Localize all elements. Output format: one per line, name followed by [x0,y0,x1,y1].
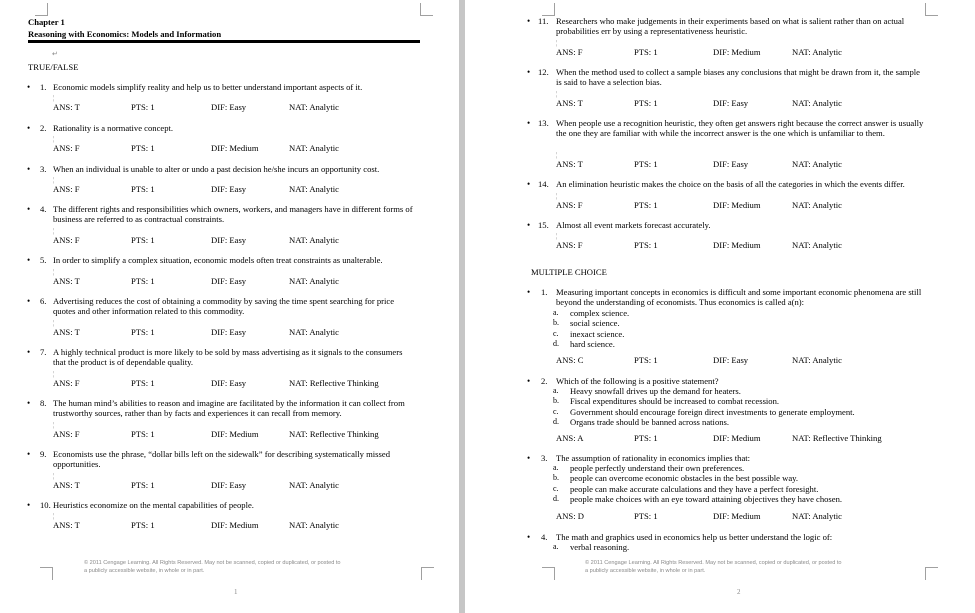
question-text: Heuristics economize on the mental capabilities of people. [53,500,254,510]
option-letter: a. [553,542,559,551]
points: PTS: 1 [131,520,155,530]
question-number: 8. [40,398,47,408]
option-letter: c. [553,328,559,338]
paragraph-mark: ¦ [53,135,55,143]
option-letter: a. [553,386,559,395]
paragraph-mark: ¦ [53,370,55,378]
paragraph-mark: ¦ [556,39,558,47]
nat-category: NAT: Analytic [289,102,339,112]
question-text: Which of the following is a positive statement? [556,376,719,386]
option-letter: d. [553,338,559,348]
difficulty: DIF: Medium [211,143,259,153]
question-text: An elimination heuristic makes the choice on the basis of all the categories in which the events differ. [556,179,905,189]
answer-key: ANS: T [556,98,583,108]
chapter-heading: Chapter 1 [28,17,65,27]
points: PTS: 1 [131,378,155,388]
points: PTS: 1 [634,240,658,250]
question-text: The human mind’s abilities to reason and imagine are facilitated by the information it can collect from trustworthy sources, rather than by facts and experiences it can recall from memory. [53,398,405,418]
copyright-footer: © 2011 Cengage Learning. All Rights Reserved. May not be scanned, copied or duplicated, or posted to [585,560,842,566]
answer-key: ANS: T [53,480,80,490]
difficulty: DIF: Easy [211,235,247,245]
points: PTS: 1 [131,480,155,490]
list-bullet: • [27,500,31,510]
points: PTS: 1 [131,102,155,112]
list-bullet: • [27,296,31,306]
nat-category: NAT: Analytic [792,240,842,250]
difficulty: DIF: Easy [713,355,749,365]
difficulty: DIF: Medium [211,520,259,530]
option-text: Fiscal expenditures should be increased to combat recession. [570,396,780,407]
crop-mark [421,567,434,580]
answer-key: ANS: F [556,47,583,57]
points: PTS: 1 [634,159,658,169]
nat-category: NAT: Analytic [792,47,842,57]
question-number: 13. [538,118,549,128]
points: PTS: 1 [131,327,155,337]
document-page-2 [465,0,975,613]
question-number: 9. [40,449,47,459]
crop-mark [542,567,555,580]
answer-key: ANS: T [53,520,80,530]
paragraph-mark: ¦ [556,232,558,240]
list-bullet: • [527,179,531,189]
nat-category: NAT: Analytic [792,159,842,169]
difficulty: DIF: Medium [211,429,259,439]
nat-category: NAT: Reflective Thinking [792,433,882,443]
option-text: Heavy snowfall drives up the demand for heaters. [570,386,741,396]
question-number: 11. [538,16,549,26]
list-bullet: • [527,376,531,386]
points: PTS: 1 [131,429,155,439]
paragraph-mark: ¦ [53,319,55,327]
points: PTS: 1 [634,355,658,365]
answer-key: ANS: D [556,511,584,521]
option-text: complex science. [570,308,630,318]
nat-category: NAT: Reflective Thinking [289,378,379,388]
question-text: Rationality is a normative concept. [53,123,174,133]
nat-category: NAT: Analytic [289,143,339,153]
paragraph-mark: ¦ [53,472,55,480]
list-bullet: • [527,16,531,26]
question-text: Economists use the phrase, “dollar bills left on the sidewalk” for describing systematically missed opportunities. [53,449,390,469]
question-text: In order to simplify a complex situation, economic models often treat constraints as unalterable. [53,255,383,265]
list-bullet: • [27,449,31,459]
nat-category: NAT: Analytic [289,480,339,490]
nat-category: NAT: Analytic [792,355,842,365]
question-number: 2. [40,123,47,133]
nat-category: NAT: Analytic [792,98,842,108]
question-text: Economic models simplify reality and help us to better understand important aspects of it. [53,82,363,92]
points: PTS: 1 [131,184,155,194]
list-bullet: • [527,287,531,297]
list-bullet: • [27,398,31,408]
list-bullet: • [527,532,531,542]
option-text: people perfectly understand their own preferences. [570,463,745,473]
paragraph-mark: ¦ [53,176,55,184]
answer-key: ANS: C [556,355,584,365]
section-heading: TRUE/FALSE [28,62,79,72]
points: PTS: 1 [634,200,658,210]
difficulty: DIF: Medium [713,200,761,210]
nat-category: NAT: Analytic [792,511,842,521]
nat-category: NAT: Analytic [289,276,339,286]
question-number: 4. [40,204,47,214]
paragraph-mark: ¦ [556,151,558,159]
difficulty: DIF: Easy [211,102,247,112]
nat-category: NAT: Analytic [289,235,339,245]
question-number: 12. [538,67,549,77]
difficulty: DIF: Easy [211,480,247,490]
option-text: Government should encourage foreign direct investments to generate employment. [570,406,855,417]
question-text: The assumption of rationality in economics implies that: [556,453,751,463]
option-text: people make choices with an eye toward attaining objectives they have chosen. [570,493,843,504]
copyright-footer-line2: a publicly accessible website, in whole or in part. [585,568,706,574]
title-rule [28,40,420,43]
question-text: When an individual is unable to alter or undo a past decision he/she incurs an opportunity cost. [53,164,380,174]
question-number: 3. [541,453,548,463]
question-number: 2. [541,376,548,386]
question-text: Researchers who make judgements in their experiments based on what is salient rather than on actual probabilities err by using a representativeness heuristic. [556,16,905,36]
answer-key: ANS: F [556,240,583,250]
question-text: Almost all event markets forecast accurately. [556,220,711,230]
question-number: 4. [541,532,548,542]
list-bullet: • [527,118,531,128]
points: PTS: 1 [634,47,658,57]
question-number: 5. [40,255,47,265]
question-number: 6. [40,296,47,306]
difficulty: DIF: Medium [713,240,761,250]
crop-mark [542,3,555,16]
crop-mark [420,3,433,16]
answer-key: ANS: T [53,276,80,286]
list-bullet: • [27,204,31,214]
option-text: hard science. [570,338,615,349]
copyright-footer-line2: a publicly accessible website, in whole or in part. [84,568,205,574]
answer-key: ANS: F [53,378,80,388]
option-letter: c. [553,483,559,493]
nat-category: NAT: Analytic [289,327,339,337]
answer-key: ANS: T [556,159,583,169]
page-number: 2 [737,588,741,596]
question-text: A highly technical product is more likely to be sold by mass advertising as it signals to the consumers that the product is of dependable quality. [53,347,403,367]
question-text: When the method used to collect a sample biases any conclusions that might be drawn from it, the sample is said to have a selection bias. [556,67,920,87]
difficulty: DIF: Easy [713,159,749,169]
option-text: inexact science. [570,328,625,339]
question-text: When people use a recognition heuristic, they often get answers right because the correct answer is usually the one they are familiar with while the incorrect answer is the one which is unfamiliar to them. [556,118,924,138]
question-number: 1. [40,82,47,92]
question-number: 10. [40,500,51,510]
list-bullet: • [27,347,31,357]
crop-mark [35,3,48,16]
crop-mark [925,567,938,580]
answer-key: ANS: F [53,235,80,245]
difficulty: DIF: Easy [713,98,749,108]
difficulty: DIF: Medium [713,433,761,443]
question-number: 15. [538,220,549,230]
list-bullet: • [527,67,531,77]
option-text: Organs trade should be banned across nations. [570,416,730,427]
option-letter: b. [553,473,559,483]
option-letter: d. [553,416,559,426]
answer-key: ANS: A [556,433,584,443]
answer-key: ANS: F [53,429,80,439]
option-text: people can overcome economic obstacles in the best possible way. [570,473,799,484]
question-text: The different rights and responsibilities which owners, workers, and managers have in different forms of business are referred to as contractual constraints. [53,204,413,224]
question-text: Measuring important concepts in economics is difficult and some important economic phenomena are still beyond the understanding of economists. Thus economics is called a(n): [556,287,922,307]
answer-key: ANS: F [53,143,80,153]
option-letter: b. [553,318,559,328]
difficulty: DIF: Medium [713,47,761,57]
list-bullet: • [527,453,531,463]
paragraph-mark: ¦ [53,227,55,235]
answer-key: ANS: F [556,200,583,210]
chapter-title: Reasoning with Economics: Models and Information [28,29,222,39]
difficulty: DIF: Easy [211,327,247,337]
crop-mark [40,567,53,580]
option-letter: a. [553,463,559,472]
paragraph-mark: ¦ [556,192,558,200]
option-letter: a. [553,308,559,317]
paragraph-mark: ¦ [53,512,55,520]
paragraph-mark: ¦ [53,94,55,102]
answer-key: ANS: F [53,184,80,194]
nat-category: NAT: Analytic [289,520,339,530]
option-letter: c. [553,406,559,416]
paragraph-mark: ¦ [556,90,558,98]
answer-key: ANS: T [53,102,80,112]
points: PTS: 1 [634,511,658,521]
option-text: people can make accurate calculations and they have a perfect foresight. [570,483,819,494]
paragraph-mark: ↵ [52,50,58,58]
question-number: 1. [541,287,548,297]
points: PTS: 1 [131,276,155,286]
difficulty: DIF: Medium [713,511,761,521]
list-bullet: • [27,164,31,174]
list-bullet: • [27,255,31,265]
points: PTS: 1 [634,98,658,108]
document-page-1 [0,0,459,613]
option-letter: b. [553,396,559,406]
option-letter: d. [553,493,559,503]
list-bullet: • [27,82,31,92]
difficulty: DIF: Easy [211,184,247,194]
nat-category: NAT: Reflective Thinking [289,429,379,439]
option-text: verbal reasoning. [570,542,630,552]
question-number: 3. [40,164,47,174]
list-bullet: • [27,123,31,133]
difficulty: DIF: Easy [211,378,247,388]
question-number: 14. [538,179,549,189]
option-text: social science. [570,318,620,329]
points: PTS: 1 [131,143,155,153]
list-bullet: • [527,220,531,230]
copyright-footer: © 2011 Cengage Learning. All Rights Reserved. May not be scanned, copied or duplicated, or posted to [84,560,341,566]
question-number: 7. [40,347,47,357]
nat-category: NAT: Analytic [289,184,339,194]
mc-section-heading: MULTIPLE CHOICE [531,267,607,277]
question-text: Advertising reduces the cost of obtaining a commodity by saving the time spent searching for price quotes and other information related to this commodity. [53,296,395,316]
points: PTS: 1 [131,235,155,245]
points: PTS: 1 [634,433,658,443]
answer-key: ANS: T [53,327,80,337]
crop-mark [925,3,938,16]
nat-category: NAT: Analytic [792,200,842,210]
page-number: 1 [234,588,238,596]
difficulty: DIF: Easy [211,276,247,286]
question-text: The math and graphics used in economics help us better understand the logic of: [556,532,833,542]
paragraph-mark: ¦ [53,268,55,276]
paragraph-mark: ¦ [53,421,55,429]
